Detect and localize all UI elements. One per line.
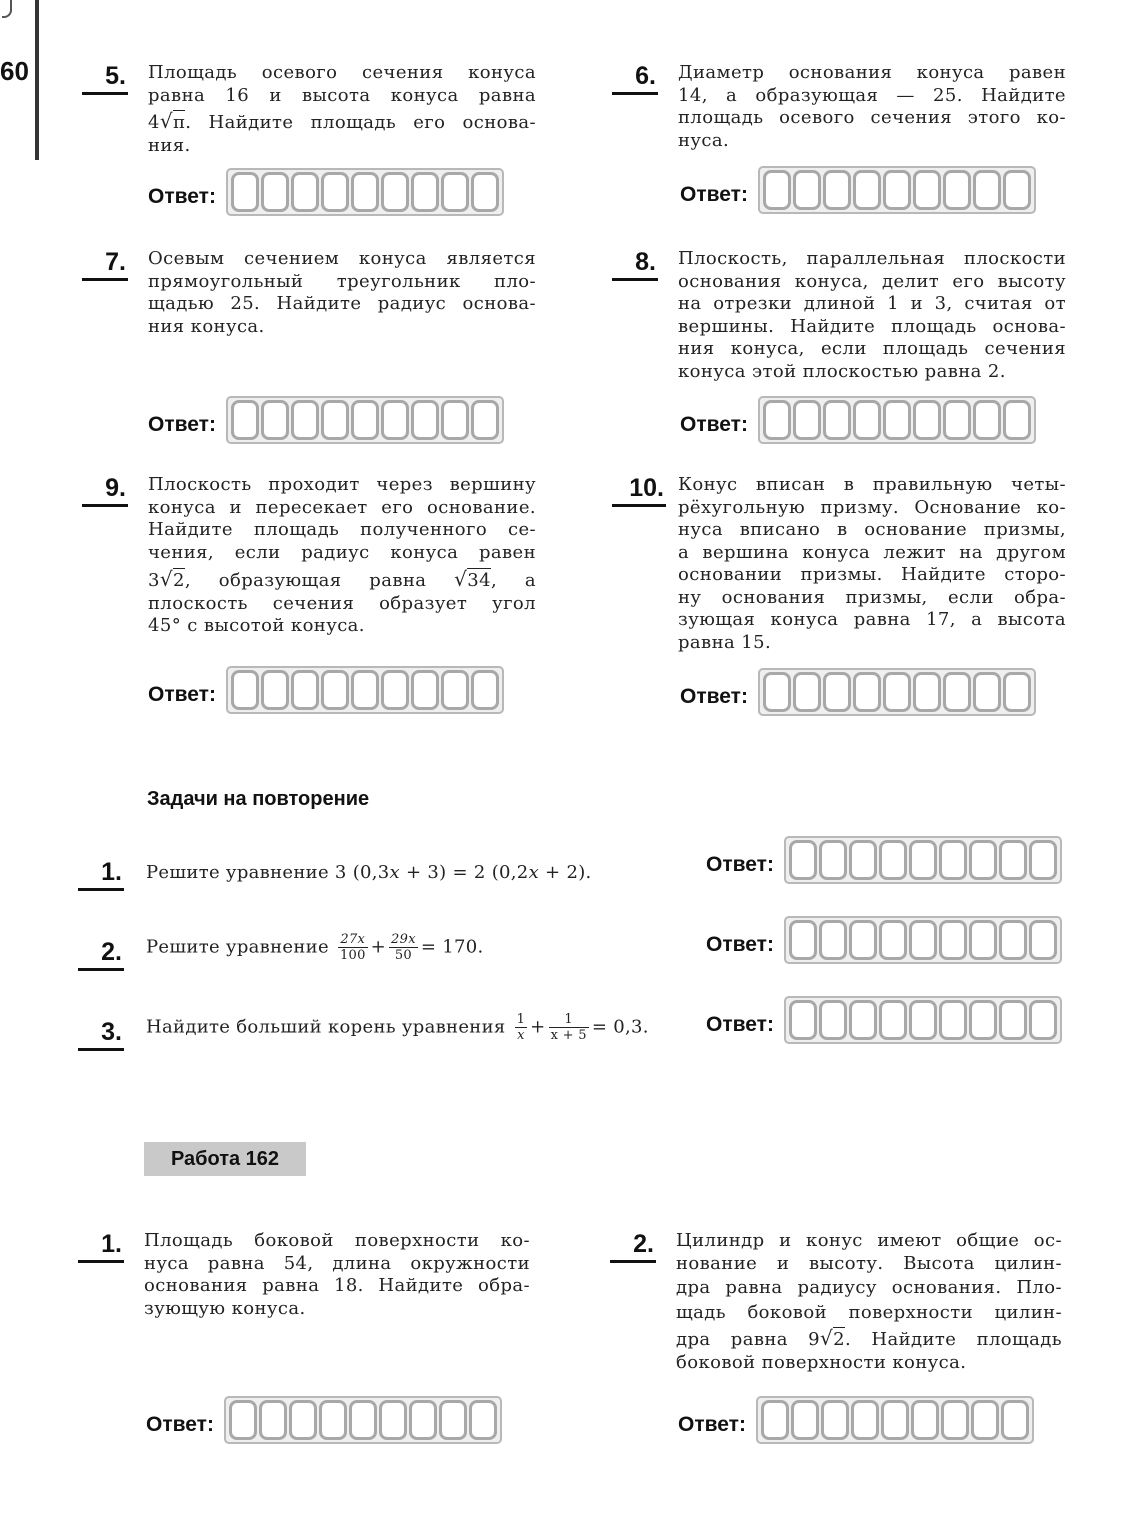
task-line: Конус вписан в правильную четы- (678, 474, 1066, 495)
equation-text: Найдите больший корень уравнения $\frac{1}{x}$ + $\frac{1}{x + 5}$ = 0,3. (146, 1012, 649, 1043)
equation-text: Решите уравнение 3 (0,3x + 3) = 2 (0,2x + 2). (146, 862, 592, 883)
fraction: $\frac{29x}{50}$ (391, 932, 416, 963)
task-number: 2. (614, 1230, 654, 1259)
section-title: Задачи на повторение (147, 788, 370, 810)
task-line: ну основания призмы, если обра- (678, 586, 1066, 608)
task-line: на отрезки длиной 1 и 3, считая от (678, 293, 1066, 314)
answer-boxes[interactable] (758, 166, 1036, 214)
task-text (148, 62, 536, 157)
answer-6 (680, 166, 1036, 214)
task-number: 8. (616, 248, 656, 277)
repetition-answer-3 (706, 996, 1062, 1044)
task-line: зующую конуса. (144, 1297, 306, 1319)
answer-9 (148, 666, 504, 714)
task-line: равна 15. (678, 631, 772, 653)
task-number: 7. (86, 248, 126, 277)
task-line: Плоскость, параллельная плоскости (678, 248, 1066, 269)
answer-boxes[interactable] (226, 666, 504, 714)
task-line: Площадь осевого сечения конуса (148, 62, 536, 83)
task-line: Найдите площадь полученного се- (148, 519, 536, 540)
answer-10 (680, 668, 1036, 716)
answer-label: Ответ: (706, 1013, 774, 1036)
task-line: прямоугольный треугольник пло- (148, 270, 536, 292)
answer-label: Ответ: (678, 1413, 746, 1436)
answer-7 (148, 396, 504, 444)
repetition-answer-1 (706, 836, 1062, 884)
math-coef: 3 (148, 570, 160, 591)
answer-label: Ответ: (148, 413, 216, 436)
answer-label: Ответ: (680, 685, 748, 708)
task-line: Цилиндр и конус имеют общие ос- (676, 1230, 1062, 1251)
task-line: рёхугольную призму. Основание ко- (678, 496, 1066, 518)
task-line: нуса. (678, 129, 730, 151)
task-line: дра равна 9√2. Найдите площадь (676, 1326, 1062, 1350)
task-line: боковой поверхности конуса. (676, 1351, 967, 1373)
equation-text: Решите уравнение $\frac{27x}{100}$ + $\frac{29x}{50}$ = 170. (146, 932, 484, 963)
math-coef: 4 (148, 112, 160, 133)
task-line: ния конуса, если площадь сечения (678, 338, 1066, 359)
answer-boxes[interactable] (784, 916, 1062, 964)
task-line: Осевым сечением конуса является (148, 248, 536, 269)
task-line: щадь боковой поверхности цилин- (676, 1301, 1062, 1323)
work-answer-1 (146, 1396, 502, 1444)
repetition-answer-2 (706, 916, 1062, 964)
task-line: площадь осевого сечения этого ко- (678, 107, 1066, 128)
answer-label: Ответ: (148, 185, 216, 208)
margin-line (35, 0, 39, 160)
page-number: 60 (0, 56, 29, 86)
task-line: плоскость сечения образует угол (148, 592, 536, 614)
task-line: Площадь боковой поверхности ко- (144, 1230, 530, 1251)
task-text (678, 62, 1066, 152)
task-text (148, 474, 536, 638)
task-number: 3. (82, 1018, 122, 1047)
sqrt: √2 (159, 567, 185, 591)
math-text: , а (491, 570, 536, 591)
task-text (678, 474, 1066, 654)
fraction: $\frac{1}{x + 5}$ (550, 1012, 587, 1043)
task-line: основания равна 18. Найдите обра- (144, 1275, 530, 1296)
task-text (678, 248, 1066, 383)
task-text (676, 1230, 1062, 1374)
task-line: Диаметр основания конуса равен (678, 62, 1066, 83)
task-line: конуса и пересекает его основание. (148, 496, 536, 518)
answer-boxes[interactable] (758, 668, 1036, 716)
task-line (148, 568, 536, 593)
task-number: 6. (616, 62, 656, 91)
task-number: 5. (86, 62, 126, 91)
answer-8 (680, 396, 1036, 444)
work-title: Работа 162 (144, 1142, 306, 1176)
task-number: 1. (82, 858, 122, 887)
corner-mark (2, 0, 12, 18)
answer-5 (148, 168, 504, 216)
task-line: 45° с высотой конуса. (148, 615, 365, 636)
task-line: 14, а образующая — 25. Найдите (678, 84, 1066, 106)
answer-boxes[interactable] (756, 1396, 1034, 1444)
task-line: нуса вписано в основание призмы, (678, 519, 1066, 540)
answer-label: Ответ: (146, 1413, 214, 1436)
answer-label: Ответ: (148, 683, 216, 706)
task-line: а вершина конуса лежит на другом (678, 541, 1066, 563)
task-line: дра равна радиусу основания. Пло- (676, 1277, 1062, 1298)
work-answer-2 (678, 1396, 1034, 1444)
task-line (148, 110, 536, 135)
task-number: 1. (82, 1230, 122, 1259)
task-line: зующая конуса равна 17, а высота (678, 609, 1066, 630)
task-text (144, 1230, 530, 1320)
task-line: конуса этой плоскостью равна 2. (678, 360, 1006, 382)
answer-label: Ответ: (680, 413, 748, 436)
task-line: вершины. Найдите площадь основа- (678, 315, 1066, 337)
task-number: 9. (86, 474, 126, 503)
fraction: $\frac{1}{x}$ (516, 1012, 526, 1043)
task-line: чения, если радиус конуса равен (148, 541, 536, 563)
sqrt: √π (159, 109, 186, 133)
task-line: ния. (148, 134, 191, 156)
task-text (148, 248, 536, 338)
task-line: основании призмы. Найдите сторо- (678, 564, 1066, 585)
sqrt: √2 (820, 1326, 846, 1350)
task-line: ния конуса. (148, 315, 265, 337)
task-line: щадью 25. Найдите радиус основа- (148, 293, 536, 314)
answer-boxes[interactable] (226, 396, 504, 444)
sqrt: √34 (454, 567, 492, 591)
answer-boxes[interactable] (784, 836, 1062, 884)
task-line: равна 16 и высота конуса равна (148, 84, 536, 106)
task-number: 2. (82, 938, 122, 967)
answer-boxes[interactable] (758, 396, 1036, 444)
task-line: основания конуса, делит его высоту (678, 270, 1066, 292)
answer-label: Ответ: (706, 933, 774, 956)
answer-boxes[interactable] (224, 1396, 502, 1444)
answer-label: Ответ: (680, 183, 748, 206)
task-line: нование и высоту. Высота цилин- (676, 1252, 1062, 1274)
answer-label: Ответ: (706, 853, 774, 876)
math-text: . Найдите площадь его основа- (185, 112, 536, 133)
math-text: , образующая равна (184, 570, 427, 591)
task-line: нуса равна 54, длина окружности (144, 1252, 530, 1274)
answer-boxes[interactable] (784, 996, 1062, 1044)
task-number: 10. (616, 474, 664, 503)
fraction: $\frac{27x}{100}$ (339, 932, 366, 963)
task-line: Плоскость проходит через вершину (148, 474, 536, 495)
answer-boxes[interactable] (226, 168, 504, 216)
